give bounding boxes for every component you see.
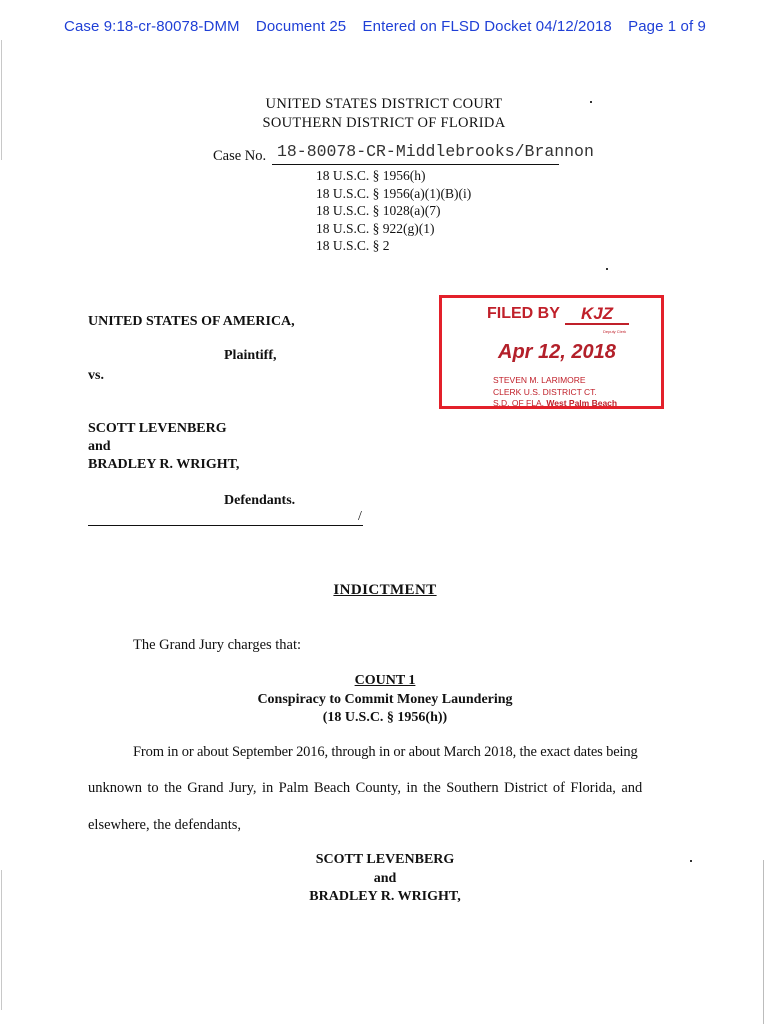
defendant-name-1: SCOTT LEVENBERG: [88, 421, 227, 436]
filed-by-initials: KJZ: [565, 304, 629, 325]
division-label: West Palm Beach: [546, 398, 618, 408]
statute-item: 18 U.S.C. § 1956(h): [316, 168, 426, 183]
deputy-clerk-label: Deputy Clerk: [603, 329, 627, 334]
statute-item: 18 U.S.C. § 1956(a)(1)(B)(i): [316, 185, 472, 201]
clerk-name: STEVEN M. LARIMORE: [493, 375, 586, 385]
defendant-conjunction: and: [88, 439, 111, 454]
indictment-title: INDICTMENT: [333, 582, 437, 598]
scan-edge-left-lower: [1, 870, 2, 1010]
header-document-number: Document 25: [255, 18, 347, 35]
district-label: S.D. OF FLA.: [493, 398, 545, 408]
plaintiff-name: UNITED STATES OF AMERICA,: [88, 314, 295, 329]
defendants-block: [0, 851, 770, 907]
scan-speck: [606, 268, 608, 270]
body-defendant-1: SCOTT LEVENBERG: [315, 852, 455, 867]
count-subtitle: Conspiracy to Commit Money Laundering: [257, 691, 513, 707]
grand-jury-intro: The Grand Jury charges that:: [133, 637, 302, 653]
count-title: COUNT 1: [354, 673, 416, 688]
count-heading: [0, 672, 770, 728]
body-defendant-2: BRADLEY R. WRIGHT,: [309, 889, 461, 904]
paragraph-line-3: elsewhere, the defendants,: [88, 817, 241, 833]
scan-speck: [690, 860, 692, 862]
header-page-number: Page 1 of 9: [628, 18, 706, 35]
case-number-label: Case No.: [213, 148, 267, 164]
clerk-district: [493, 398, 617, 410]
header-entered-on: Entered on FLSD Docket 04/12/2018: [362, 18, 612, 35]
filed-by-label: FILED BY: [487, 305, 560, 322]
defendant-role: Defendants.: [224, 493, 296, 508]
statute-item: 18 U.S.C. § 922(g)(1): [316, 220, 435, 236]
scan-edge-left: [1, 40, 2, 160]
ecf-header-stamp: [0, 18, 770, 35]
court-name-line1: UNITED STATES DISTRICT COURT: [265, 96, 503, 112]
caption-divider-line: [88, 525, 363, 526]
defendant-name-2: BRADLEY R. WRIGHT,: [88, 457, 240, 472]
clerk-block: [493, 375, 617, 410]
court-name-line2: SOUTHERN DISTRICT OF FLORIDA: [262, 115, 506, 131]
paragraph-line-2: unknown to the Grand Jury, in Palm Beach County, in the Southern District of Florida, and: [88, 780, 643, 796]
paragraph-line-1: From in or about September 2016, through in or about March 2018, the exact dates being: [133, 744, 638, 760]
caption-slash: /: [358, 509, 362, 524]
statute-item: 18 U.S.C. § 2: [316, 238, 390, 254]
versus-label: vs.: [88, 368, 104, 383]
count-statute: (18 U.S.C. § 1956(h)): [322, 710, 448, 725]
case-number-value: 18-80078-CR-Middlebrooks/Brannon: [272, 142, 559, 165]
filed-stamp: [439, 295, 664, 409]
statute-list: [316, 167, 471, 255]
filed-date: Apr 12, 2018: [498, 341, 616, 363]
plaintiff-role: Plaintiff,: [224, 348, 277, 363]
header-case-id: Case 9:18-cr-80078-DMM: [64, 18, 240, 35]
body-conjunction: and: [373, 870, 397, 886]
statute-item: 18 U.S.C. § 1028(a)(7): [316, 203, 441, 219]
scan-speck: [590, 101, 592, 103]
clerk-title: CLERK U.S. DISTRICT CT.: [493, 386, 597, 397]
scan-edge-right: [763, 860, 764, 1024]
